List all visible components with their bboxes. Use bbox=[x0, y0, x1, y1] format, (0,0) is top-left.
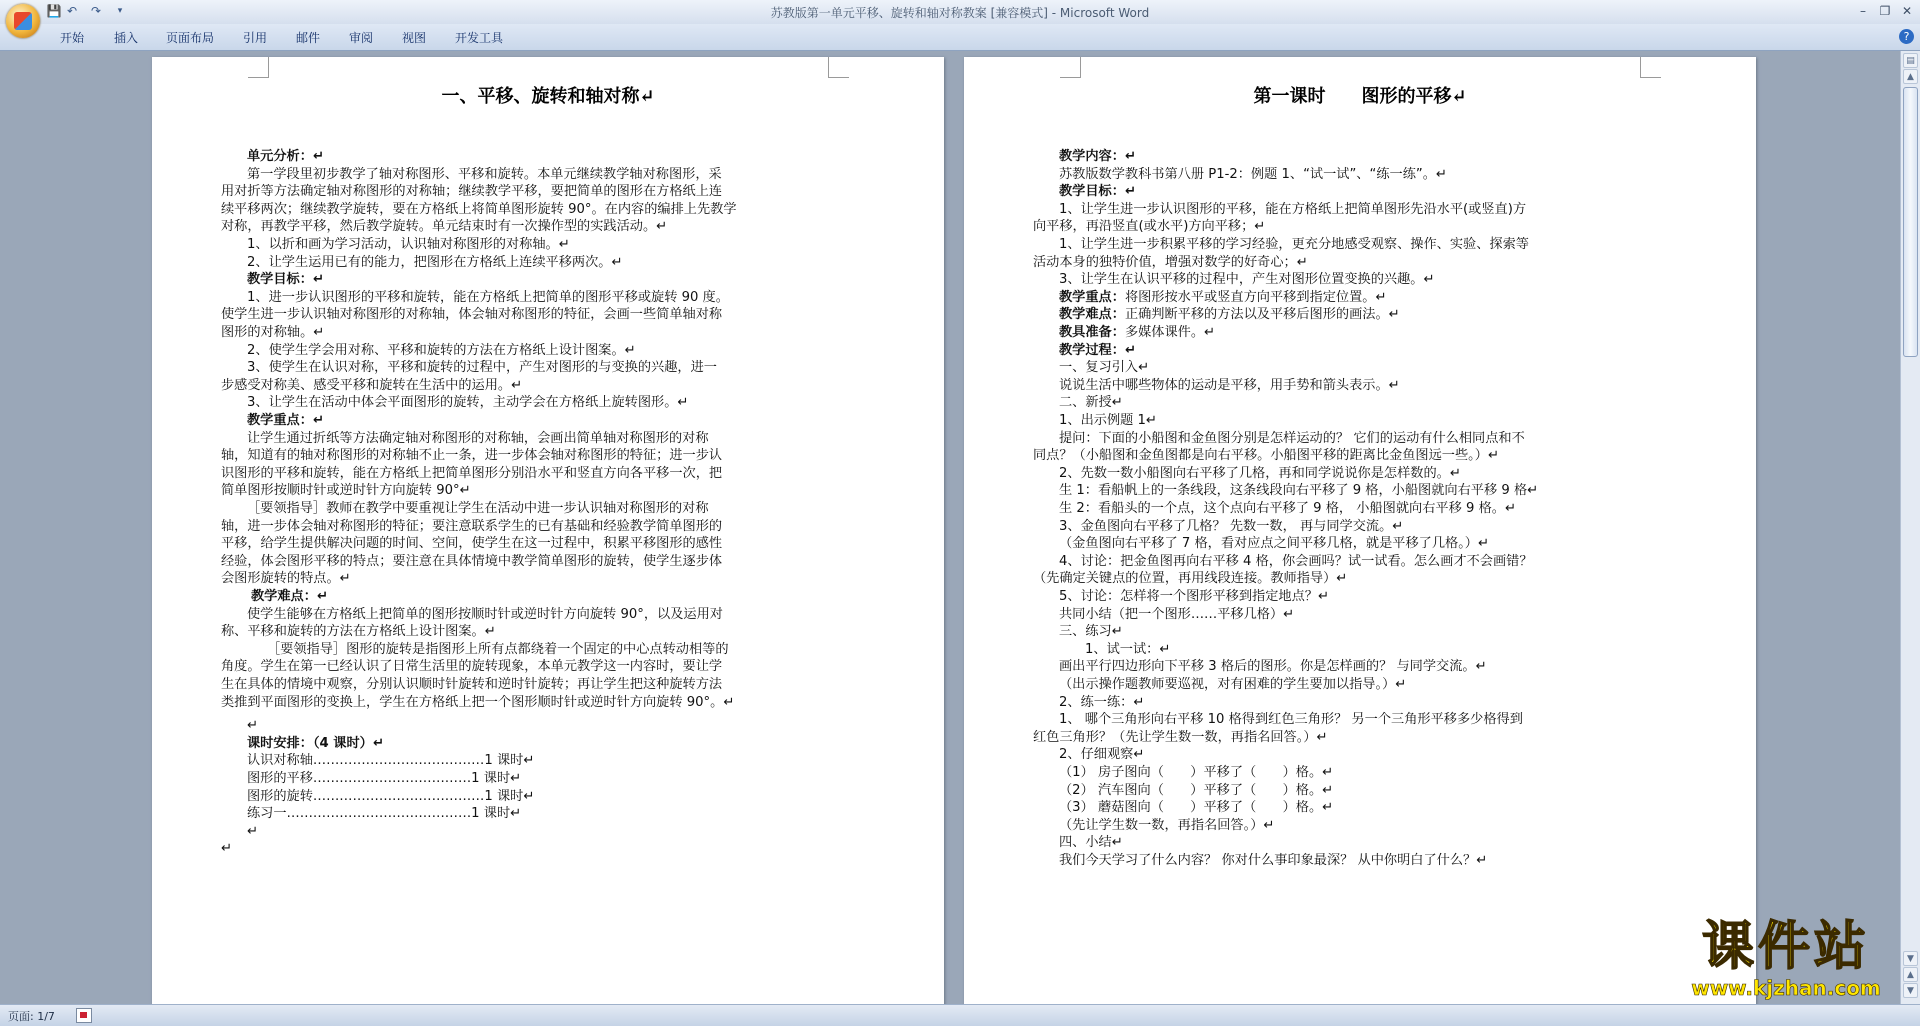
page2-line: 教学重点：将图形按水平或竖直方向平移到指定位置。↵ bbox=[1059, 289, 1387, 305]
page-count[interactable]: 页面: 1/7 bbox=[8, 1010, 55, 1023]
page1-line: 生在具体的情境中观察，分别认识顺时针旋转和逆时针旋转；再让学生把这种旋转方法 bbox=[221, 677, 723, 692]
page2-line: （1） 房子图向（ ）平移了（ ）格。↵ bbox=[1059, 765, 1334, 780]
page1-line: ↵ bbox=[247, 718, 259, 734]
page2-line: 说说生活中哪些物体的运动是平移，用手势和箭头表示。↵ bbox=[1059, 377, 1400, 393]
page2-line: （先让学生数一数，再指名回答。）↵ bbox=[1059, 817, 1275, 833]
page1-line: 经验，体会图形平移的特点；要注意在具体情境中教学简单图形的旋转，使学生逐步体 bbox=[221, 553, 723, 569]
window-title: 苏教版第一单元平移、旋转和轴对称教案 [兼容模式] - Microsoft Word bbox=[770, 6, 1150, 20]
page2-line: 1、让学生进一步认识图形的平移，能在方格纸上把简单图形先沿水平(或竖直)方 bbox=[1059, 201, 1527, 217]
vertical-scrollbar[interactable] bbox=[1900, 51, 1920, 1004]
line-label: 教学重点： bbox=[1059, 289, 1125, 305]
page1-line: ［要领指导］图形的旋转是指图形上所有点都绕着一个固定的中心点转动相等的 bbox=[267, 641, 729, 657]
page1-line: 轴，进一步体会轴对称图形的特征；要注意联系学生的已有基础和经验教学简单图形的 bbox=[221, 518, 723, 534]
page1-line: 教学目标：↵ bbox=[247, 272, 324, 288]
page1-line: 平移，给学生提供解决问题的时间、空间，使学生在这一过程中，积累平移图形的感性 bbox=[221, 536, 723, 552]
page2-line: 5、讨论：怎样将一个图形平移到指定地点？↵ bbox=[1059, 589, 1330, 604]
page1-line: 续平移两次；继续教学旋转，要在方格纸上将简单图形旋转 90°。在内容的编排上先教学 bbox=[221, 201, 737, 217]
page1-line: 会图形旋转的特点。↵ bbox=[221, 571, 351, 587]
page2-line: 1、出示例题 1↵ bbox=[1059, 413, 1157, 428]
page1-line: 图形的旋转…………………………………1 课时↵ bbox=[247, 788, 535, 804]
undo-icon[interactable]: ↶ bbox=[66, 4, 78, 18]
page1-line: 教学难点：↵ bbox=[251, 589, 328, 604]
page2-line: 我们今天学习了什么内容？ 你对什么事印象最深？ 从中你明白了什么？↵ bbox=[1059, 853, 1488, 868]
page1-line: 2、让学生运用已有的能力，把图形在方格纸上连续平移两次。↵ bbox=[247, 254, 623, 270]
page2-line: 1、试一试：↵ bbox=[1085, 641, 1171, 657]
page1-line: 对称，再教学平移，然后教学旋转。单元结束时有一次操作型的实践活动。↵ bbox=[221, 219, 668, 235]
page-title: 第一课时 图形的平移↵ bbox=[1253, 86, 1467, 107]
status-bar bbox=[0, 1004, 1920, 1026]
page2-line: 四、小结↵ bbox=[1059, 835, 1123, 851]
page1-line: 称、平移和旋转的方法在方格纸上设计图案。↵ bbox=[221, 624, 496, 640]
page1-line: ↵ bbox=[247, 823, 259, 839]
watermark-url: www.kjzhan.com bbox=[1691, 976, 1881, 1000]
page2-line: 教学难点：正确判断平移的方法以及平移后图形的画法。↵ bbox=[1059, 307, 1400, 323]
next-page-icon[interactable]: ▼ bbox=[1903, 983, 1918, 998]
ribbon-tabs bbox=[0, 24, 1920, 51]
page1-line: 3、使学生在认识对称，平移和旋转的过程中，产生对图形的与变换的兴趣，进一 bbox=[247, 360, 717, 376]
page1-line: 2、使学生学会用对称、平移和旋转的方法在方格纸上设计图案。↵ bbox=[247, 342, 636, 358]
page1-line: ↵ bbox=[221, 841, 233, 857]
crop-mark bbox=[828, 57, 849, 78]
page2-line: 二、新授↵ bbox=[1059, 395, 1123, 411]
document-area bbox=[0, 51, 1900, 1004]
tab-insert[interactable]: 插入 bbox=[114, 31, 139, 45]
page1-line: 角度。学生在第一已经认识了日常生活里的旋转现象，本单元教学这一内容时，要让学 bbox=[221, 659, 723, 675]
page1-line: 轴，知道有的轴对称图形的对称轴不止一条，进一步体会轴对称图形的特征；进一步认 bbox=[221, 448, 723, 464]
page1-line: 简单图形按顺时针或逆时针方向旋转 90°↵ bbox=[221, 483, 471, 499]
page2-line: 1、让学生进一步积累平移的学习经验，更充分地感受观察、操作、实验、探索等 bbox=[1059, 237, 1529, 252]
page1-line: 练习一……………………………………1 课时↵ bbox=[247, 806, 522, 822]
ruler-toggle-icon[interactable]: ▤ bbox=[1903, 53, 1918, 68]
page2-line: 教具准备：多媒体课件。↵ bbox=[1059, 325, 1216, 340]
page1-line: 教学重点：↵ bbox=[247, 413, 324, 428]
page2-line: （出示操作题教师要巡视，对有困难的学生要加以指导。）↵ bbox=[1059, 677, 1407, 692]
page2-line: 2、练一练：↵ bbox=[1059, 694, 1145, 710]
page2-line: 向平移，再沿竖直(或水平)方向平移；↵ bbox=[1033, 219, 1266, 235]
tab-mailings[interactable]: 邮件 bbox=[296, 31, 321, 45]
page2-line: 教学目标：↵ bbox=[1059, 184, 1136, 200]
page2-line: 提问：下面的小船图和金鱼图分别是怎样运动的？ 它们的运动有什么相同点和不 bbox=[1059, 430, 1525, 446]
tab-home[interactable]: 开始 bbox=[60, 31, 85, 45]
page2-line: （3） 蘑菇图向（ ）平移了（ ）格。↵ bbox=[1059, 800, 1334, 816]
page2-line: 一、复习引入↵ bbox=[1059, 360, 1150, 376]
page-title: 一、平移、旋转和轴对称↵ bbox=[441, 86, 655, 107]
page2-line: 活动本身的独特价值，增强对数学的好奇心；↵ bbox=[1033, 254, 1308, 270]
page2-line: 3、让学生在认识平移的过程中，产生对图形位置变换的兴趣。↵ bbox=[1059, 272, 1435, 288]
page1-line: 用对折等方法确定轴对称图形的对称轴；继续教学平移，要把简单的图形在方格纸上连 bbox=[221, 184, 723, 200]
tab-developer[interactable]: 开发工具 bbox=[455, 31, 504, 45]
page2-line: 教学过程：↵ bbox=[1059, 342, 1136, 358]
line-label: 教具准备： bbox=[1059, 325, 1125, 340]
tab-review[interactable]: 审阅 bbox=[349, 31, 374, 45]
minimize-icon[interactable]: – bbox=[1860, 4, 1866, 18]
scrollbar-thumb[interactable] bbox=[1903, 87, 1918, 357]
restore-icon[interactable]: ❐ bbox=[1879, 4, 1891, 18]
page2-line: 教学内容：↵ bbox=[1059, 149, 1136, 164]
page1-line: 课时安排：（4 课时）↵ bbox=[247, 735, 384, 751]
scroll-up-icon[interactable]: ▲ bbox=[1903, 69, 1918, 84]
crop-mark bbox=[248, 57, 269, 78]
page2-line: 1、 哪个三角形向右平移 10 格得到红色三角形？ 另一个三角形平移多少格得到 bbox=[1059, 712, 1523, 728]
office-button-icon[interactable] bbox=[6, 4, 40, 38]
page2-line: 生 2：看船头的一个点，这个点向右平移了 9 格， 小船图就向右平移 9 格。↵ bbox=[1059, 501, 1516, 516]
language-icon[interactable] bbox=[76, 1008, 92, 1023]
page2-line: （2） 汽车图向（ ）平移了（ ）格。↵ bbox=[1059, 782, 1334, 798]
page1-line: 识图形的平移和旋转，能在方格纸上把简单图形分别沿水平和竖直方向各平移一次，把 bbox=[221, 465, 723, 481]
page1-line: 使学生能够在方格纸上把简单的图形按顺时针或逆时针方向旋转 90°，以及运用对 bbox=[247, 606, 723, 622]
page2-line: 红色三角形？（先让学生数一数，再指名回答。）↵ bbox=[1033, 729, 1328, 745]
line-label: 教学难点： bbox=[1059, 307, 1125, 323]
redo-icon[interactable]: ↷ bbox=[90, 4, 102, 18]
page1-line: 1、进一步认识图形的平移和旋转，能在方格纸上把简单的图形平移或旋转 90 度。 bbox=[247, 289, 729, 305]
scroll-down-icon[interactable]: ▼ bbox=[1903, 951, 1918, 966]
page1-line: ［要领指导］教师在教学中要重视让学生在活动中进一步认识轴对称图形的对称 bbox=[247, 501, 709, 516]
page2-line: 生 1：看船帆上的一条线段，这条线段向右平移了 9 格，小船图就向右平移 9 格↵ bbox=[1059, 483, 1539, 499]
previous-page-icon[interactable]: ▲ bbox=[1903, 967, 1918, 982]
crop-mark bbox=[1060, 57, 1081, 78]
page2-line: 2、先数一数小船图向右平移了几格，再和同学说说你是怎样数的。↵ bbox=[1059, 465, 1461, 481]
save-icon[interactable]: 💾 bbox=[46, 4, 62, 18]
watermark-title: 课件站 bbox=[1701, 917, 1870, 977]
page1-line: 1、以折和画为学习活动，认识轴对称图形的对称轴。↵ bbox=[247, 237, 570, 252]
page1-line: 认识对称轴…………………………………1 课时↵ bbox=[247, 753, 535, 769]
page2-line: （金鱼图向右平移了 7 格，看对应点之间平移几格，就是平移了几格。）↵ bbox=[1059, 536, 1490, 552]
page2-line: 2、仔细观察↵ bbox=[1059, 747, 1145, 763]
page2-line: 苏教版数学教科书第八册 P1-2：例题 1、“试一试”、“练一练”。↵ bbox=[1059, 166, 1447, 182]
page1-line: 图形的平移………………………………1 课时↵ bbox=[247, 771, 522, 786]
page2-line: 同点？（小船图和金鱼图都是向右平移。小船图平移的距离比金鱼图远一些。）↵ bbox=[1033, 448, 1500, 464]
page2-line: 3、金鱼图向右平移了几格？ 先数一数， 再与同学交流。↵ bbox=[1059, 518, 1404, 534]
tab-page-layout[interactable]: 页面布局 bbox=[166, 31, 215, 45]
close-icon[interactable]: ✕ bbox=[1901, 4, 1913, 18]
page2-line: 三、练习↵ bbox=[1059, 624, 1123, 640]
tab-references[interactable]: 引用 bbox=[243, 31, 268, 45]
page1-line: 第一学段里初步教学了轴对称图形、平移和旋转。本单元继续教学轴对称图形，采 bbox=[247, 166, 722, 182]
crop-mark bbox=[1640, 57, 1661, 78]
page1-line: 3、让学生在活动中体会平面图形的旋转，主动学会在方格纸上旋转图形。↵ bbox=[247, 395, 689, 411]
tab-view[interactable]: 视图 bbox=[402, 31, 427, 45]
page2-line: （先确定关键点的位置，再用线段连接。教师指导）↵ bbox=[1033, 571, 1348, 587]
page1-line: 类推到平面图形的变换上，学生在方格纸上把一个图形顺时针或逆时针方向旋转 90°。↵ bbox=[221, 694, 735, 710]
help-icon[interactable]: ? bbox=[1899, 29, 1914, 44]
page2-line: 4、讨论：把金鱼图再向右平移 4 格，你会画吗？试一试看。怎么画才不会画错？ bbox=[1059, 553, 1533, 569]
page1-line: 单元分析：↵ bbox=[247, 149, 324, 164]
document-page-1[interactable] bbox=[152, 57, 944, 1004]
page1-line: 图形的对称轴。↵ bbox=[221, 325, 325, 340]
title-bar bbox=[0, 0, 1920, 25]
page1-line: 使学生进一步认识轴对称图形的对称轴，体会轴对称图形的特征，会画一些简单轴对称 bbox=[221, 307, 723, 323]
qat-more-icon[interactable]: ▾ bbox=[117, 6, 123, 16]
page1-line: 步感受对称美、感受平移和旋转在生活中的运用。↵ bbox=[221, 377, 523, 393]
document-page-2[interactable] bbox=[964, 57, 1756, 1004]
page1-line: 让学生通过折纸等方法确定轴对称图形的对称轴，会画出简单轴对称图形的对称 bbox=[247, 430, 709, 446]
watermark-logo bbox=[1672, 918, 1900, 1004]
page2-line: 画出平行四边形向下平移 3 格后的图形。你是怎样画的？ 与同学交流。↵ bbox=[1059, 659, 1487, 675]
page2-line: 共同小结（把一个图形……平移几格）↵ bbox=[1059, 606, 1295, 622]
